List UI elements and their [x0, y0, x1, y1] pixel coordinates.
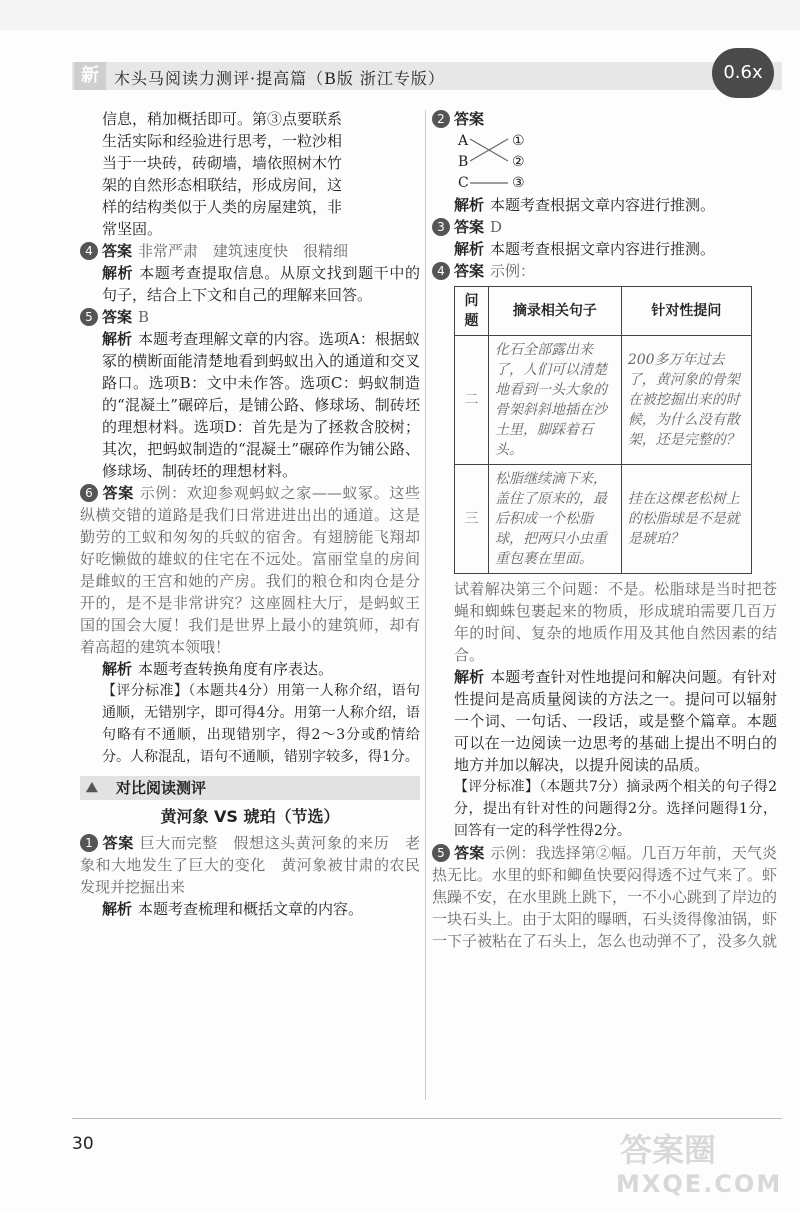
question-table [454, 286, 752, 574]
match-right-item: ② [512, 154, 525, 170]
mountain-icon: ⛰ [86, 780, 98, 796]
answer-label: 答案 [102, 308, 133, 326]
answer-text: D [490, 218, 503, 236]
match-lines [468, 130, 528, 194]
answer-label: 答案 [454, 218, 485, 236]
intro-line: 样的结构类似于人类的房屋建筑，非 [102, 198, 343, 216]
table-cell: 三 [455, 465, 489, 574]
table-header: 摘录相关句子 [489, 287, 622, 336]
intro-line: 常坚固。 [102, 220, 163, 238]
question-number: 2 [432, 110, 450, 128]
match-right-item: ① [512, 133, 525, 149]
q1-answer [80, 832, 420, 898]
analysis-text: 本题考查提取信息。从原文找到题干中的句子，结合上下文和自己的理解来回答。 [102, 264, 420, 304]
right-column [432, 108, 777, 952]
intro-line: 信息，稍加概括即可。第③点要联系 [102, 110, 343, 128]
analysis-label: 解析 [454, 668, 485, 686]
table-cell: 200多万年过去了，黄河象的骨架在被挖掘出来的时候，为什么没有散架，还是完整的？ [621, 336, 751, 465]
table-header: 针对性提问 [621, 287, 751, 336]
question-number: 1 [80, 834, 98, 852]
section-heading [80, 776, 420, 800]
q6-score-standard: 【评分标准】（本题共4分）用第一人称介绍，语句通顺，无错别字，即可得4分。用第一人称介绍，语句略有不通顺，出现错别字，得2～3分或酌情给分。人称混乱，语句不通顺，错别字较多，得1分。 [102, 683, 420, 765]
answer-label: 答案 [454, 844, 485, 862]
analysis-label: 解析 [102, 330, 133, 348]
q4-answer [432, 260, 777, 282]
analysis-label: 解析 [454, 196, 485, 214]
question-number: 4 [432, 262, 450, 280]
q4-answer [80, 240, 420, 262]
column-divider [425, 110, 426, 1100]
page-number: 30 [72, 1134, 94, 1154]
intro-line: 生活实际和经验进行思考，一粒沙相 [102, 132, 343, 150]
analysis-text: 本题考查梳理和概括文章的内容。 [138, 900, 364, 918]
answer-text: 非常严肃 建筑速度快 很精细 [138, 242, 349, 260]
article-title: 黄河象 VS 琥珀（节选） [160, 807, 340, 826]
q4-solve-text: 试着解决第三个问题：不是。松脂球是当时把苍蝇和蜘蛛包裹起来的物质，形成琥珀需要几百万年的时间、复杂的地质作用及其他自然因素的结合。 [454, 580, 777, 664]
match-left-item: C [458, 175, 469, 191]
q6-analysis [80, 658, 420, 680]
q4-analysis [432, 666, 777, 776]
answer-text: 巨大而完整 假想这头黄河象的来历 老象和大地发生了巨大的变化 黄河象被甘肃的农民发现并挖掘出来 [80, 834, 420, 896]
q4-score-standard: 【评分标准】（本题共7分）摘录两个相关的句子得2分，提出有针对性的问题得2分。选择问题得1分，回答有一定的科学性得2分。 [454, 779, 777, 839]
q2-answer [432, 108, 777, 130]
table-cell: 挂在这棵老松树上的松脂球是不是就是琥珀？ [621, 465, 751, 574]
analysis-label: 解析 [102, 900, 133, 918]
question-number: 5 [432, 844, 450, 862]
q5-answer [432, 842, 777, 952]
analysis-label: 解析 [102, 264, 134, 282]
watermark-url: MXQE.COM [616, 1170, 783, 1198]
footer-rule [72, 1118, 782, 1119]
answer-text: 示例：欢迎参观蚂蚁之家——蚁冢。这些纵横交错的道路是我们日常进进出出的通道。这是勤劳的工蚁和匆匆的兵蚁的宿舍。有翅膀能飞翔却好吃懒做的雄蚁的住宅在不远处。富丽堂皇的房间是雌蚁的王宫和她的产房。我们的粮仓和肉仓是分开的，是不是非常讲究？这座圆柱大厅，是蚂蚁王国的国会大厦！我们是世界上最小的建筑师，却有着高超的建筑本领哦！ [80, 484, 420, 656]
q3-analysis [432, 238, 777, 260]
analysis-text: 本题考查根据文章内容进行推测。 [490, 240, 716, 258]
analysis-label: 解析 [454, 240, 485, 258]
answer-text: 示例： [490, 262, 536, 280]
analysis-text: 本题考查理解文章的内容。选项A：根据蚁冢的横断面能清楚地看到蚂蚁出入的通道和交叉路口。选项B：文中未作答。选项C：蚂蚁制造的“混凝土”碾碎后，是铺公路、修球场、制砖坯的理想材料。选项D：首先是为了拯救含胶树；其次，把蚂蚁制造的“混凝土”碾碎作为铺公路、修球场、制砖坯的理想材料。 [102, 330, 420, 480]
q3-answer [432, 216, 777, 238]
q1-analysis [80, 898, 420, 920]
question-number: 4 [80, 242, 98, 260]
table-cell: 二 [455, 336, 489, 465]
answer-label: 答案 [454, 110, 485, 128]
question-number: 3 [432, 218, 450, 236]
analysis-text: 本题考查转换角度有序表达。 [138, 660, 334, 678]
match-left-item: B [458, 154, 469, 170]
table-cell: 松脂继续滴下来，盖住了原来的，最后积成一个松脂球，把两只小虫重重包裹在里面。 [489, 465, 622, 574]
answer-text: 示例：我选择第②幅。几百万年前，天气炎热无比。水里的虾和鲫鱼快要闷得透不过气来了。虾焦躁不安，在水里跳上跳下，一不小心跳到了岸边的一块石头上。由于太阳的曝晒，石头烫得像油锅，虾一下子被粘在了石头上，怎么也动弹不了，没多久就 [432, 844, 778, 950]
analysis-text: 本题考查针对性地提问和解决问题。有针对性提问是高质量阅读的方法之一。提问可以辐射一个词、一句话、一段话，或是整个篇章。本题可以在一边阅读一边思考的基础上提出不明白的地方并加以解决，以提升阅读的品质。 [454, 668, 777, 774]
table-row [455, 465, 752, 574]
watermark-logo: 答案圈 [620, 1131, 717, 1169]
section-heading-text: 对比阅读测评 [116, 779, 207, 797]
table-header: 问题 [455, 287, 489, 336]
top-strip [0, 0, 800, 30]
left-column [80, 108, 420, 920]
answer-text: B [138, 308, 150, 326]
table-header-row [455, 287, 752, 336]
matching-diagram [458, 130, 777, 194]
match-right-item: ③ [512, 175, 525, 191]
analysis-text: 本题考查根据文章内容进行推测。 [490, 196, 716, 214]
q6-answer [80, 482, 420, 658]
answer-label: 答案 [454, 262, 485, 280]
analysis-label: 解析 [102, 660, 133, 678]
table-row [455, 336, 752, 465]
question-number: 6 [80, 484, 98, 502]
q4-analysis [80, 262, 420, 306]
answer-label: 答案 [102, 242, 133, 260]
zoom-indicator[interactable]: 0.6x [712, 48, 774, 98]
q5-answer [80, 306, 420, 328]
answer-label: 答案 [102, 484, 134, 502]
q2-analysis [432, 194, 777, 216]
series-logo: 新 [74, 62, 106, 90]
question-number: 5 [80, 308, 98, 326]
intro-line: 架的自然形态相联结，形成房间，这 [102, 176, 343, 194]
table-cell: 化石全部露出来了，人们可以清楚地看到一头大象的骨架斜斜地插在沙土里，脚踩着石头。 [489, 336, 622, 465]
match-left-item: A [458, 133, 469, 149]
q5-analysis [80, 328, 420, 482]
intro-line: 当于一块砖，砖砌墙，墙依照树木竹 [102, 154, 343, 172]
book-title: 木头马阅读力测评·提高篇（B版 浙江专版） [114, 69, 445, 88]
answer-label: 答案 [102, 834, 134, 852]
